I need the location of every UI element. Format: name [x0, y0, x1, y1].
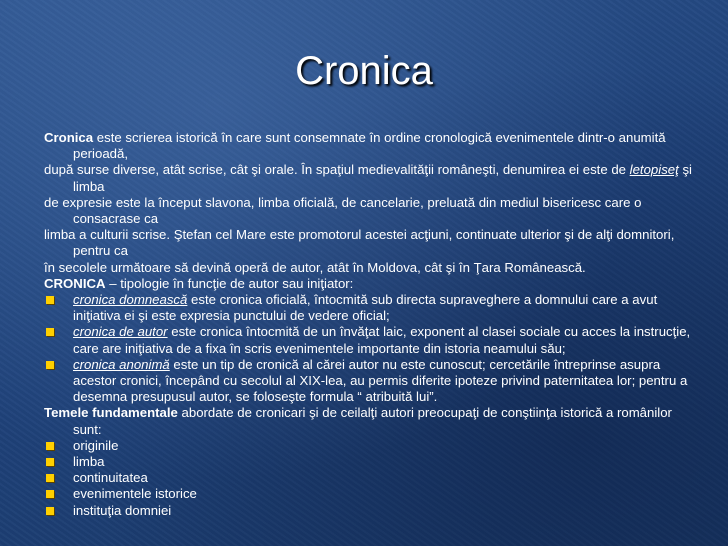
theme-item — [44, 486, 692, 502]
square-bullet-icon — [46, 507, 54, 515]
intro-text-2b: şi limba — [73, 162, 692, 194]
intro-text-2a: după surse diverse, atât scrise, cât şi orale. În spaţiul medievalităţii româneşti, denumirea ei este de — [44, 162, 630, 178]
typology-heading — [44, 276, 692, 292]
theme-item — [44, 454, 692, 470]
square-bullet-icon — [46, 442, 54, 450]
intro-paragraph-1 — [44, 130, 692, 162]
theme-label: limba — [73, 454, 105, 470]
typology-term[interactable]: cronica de autor — [73, 324, 168, 340]
square-bullet-icon — [46, 361, 54, 369]
typology-term[interactable]: cronica domnească — [73, 292, 188, 308]
intro-paragraph-4: limba a culturii scrise. Ştefan cel Mare este promotorul acestei acţiuni, continuate ulterior şi de alţi domnitori, pentru ca — [44, 227, 675, 259]
intro-paragraph-2 — [44, 162, 692, 194]
square-bullet-icon — [46, 296, 54, 304]
intro-paragraph-5: în secolele următoare să devină operă de autor, atât în Moldova, cât şi în Ţara Românească. — [44, 259, 586, 275]
square-bullet-icon — [46, 474, 54, 482]
typology-item — [44, 324, 692, 356]
term-cronica: Cronica — [44, 130, 94, 145]
themes-heading-bold: Temele fundamentale — [44, 405, 178, 421]
typology-text: este cronica întocmită de un învăţat laic, exponent al clasei sociale cu acces la instrucţie, care are iniţiativa de a fixa în scris evenimentele importante din istoria neamului său; — [73, 324, 691, 356]
slide-content — [44, 130, 692, 519]
intro-text-1: este scrierea istorică în care sunt consemnate în ordine cronologică evenimentele dintr-o anumită perioadă, — [73, 130, 666, 162]
themes-heading — [44, 405, 692, 437]
slide-title: Cronica — [295, 49, 433, 93]
theme-item — [44, 470, 692, 486]
typology-term[interactable]: cronica anonimă — [73, 356, 170, 372]
typology-text: este un tip de cronică al cărei autor nu este cunoscut; cercetările întreprinse asupra acestor cronici, începând cu secolul al XIX-lea, au permis diferite ipoteze privind paternitatea lor; pentru a desemna presupusul autor, se foloseşte formula “ atribuită lui”. — [73, 356, 688, 405]
typology-item — [44, 292, 692, 324]
typology-heading-text: – tipologie în funcţie de autor sau iniţiator: — [105, 275, 354, 291]
letopiset-link[interactable]: letopiseţ — [629, 162, 679, 178]
square-bullet-icon — [46, 490, 54, 498]
theme-label: originile — [73, 437, 119, 453]
theme-label: instituţia domniei — [73, 502, 172, 518]
term-cronica-caps: CRONICA — [44, 275, 106, 291]
themes-heading-text: abordate de cronicari şi de ceilalţi autori preocupaţi de conştiinţa istorică a românilor sunt: — [73, 405, 672, 437]
intro-paragraph-3: de expresie este la început slavona, limba oficială, de cancelarie, preluată din mediul bisericesc care o consacrase ca — [44, 194, 642, 227]
typology-text: este cronica oficială, întocmită sub directa supraveghere a domnului care a avut iniţiativa ei şi este expresia punctului de vedere oficial; — [73, 292, 658, 324]
square-bullet-icon — [46, 328, 54, 336]
typology-item — [44, 357, 692, 406]
square-bullet-icon — [46, 458, 54, 466]
theme-label: evenimentele istorice — [73, 486, 197, 502]
theme-label: continuitatea — [73, 470, 148, 486]
theme-item — [44, 438, 692, 454]
theme-item — [44, 503, 692, 519]
